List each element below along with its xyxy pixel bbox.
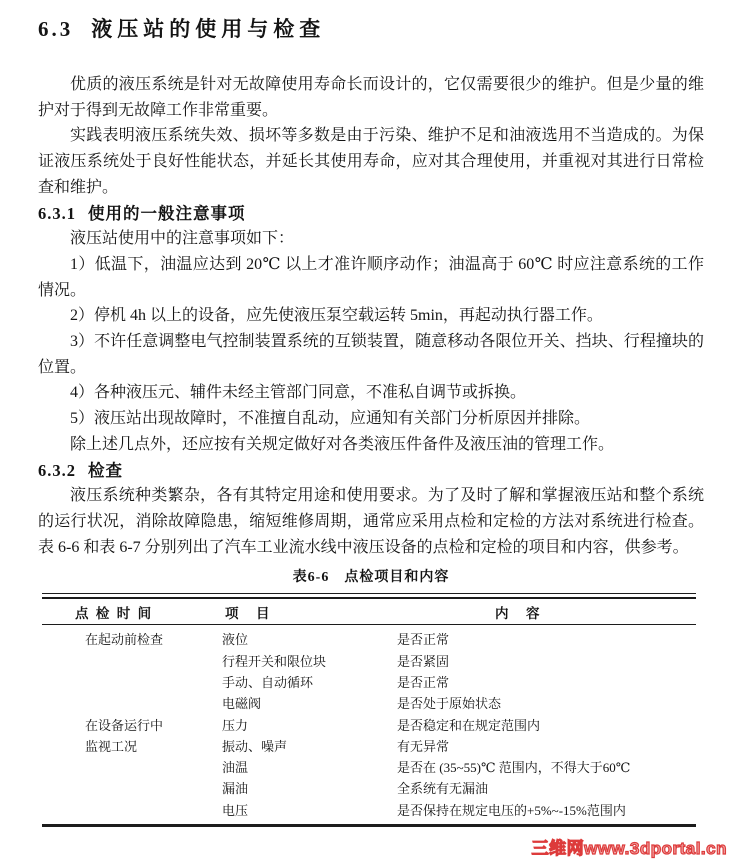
column-header-content: 内 容 xyxy=(495,605,542,621)
table-row xyxy=(42,736,696,757)
cell-item: 手动、自动循环 xyxy=(222,674,314,690)
cell-content: 是否处于原始状态 xyxy=(397,696,502,712)
section-631-item-3: 3）不许任意调整电气控制装置系统的互锁装置，随意移动各限位开关、挡块、行程撞块的位置。 xyxy=(38,333,704,376)
section-632-heading xyxy=(38,458,704,484)
cell-item: 压力 xyxy=(222,717,249,733)
section-631-item-5: 5）液压站出现故障时，不准擅自乱动，应通知有关部门分析原因并排除。 xyxy=(70,410,591,428)
cell-item: 漏油 xyxy=(222,781,249,797)
column-header-item: 项 目 xyxy=(225,605,272,621)
section-631-item-2: 2）停机 4h 以上的设备，应先使液压泵空载运转 5min，再起动执行器工作。 xyxy=(70,307,603,325)
table-caption: 表6-6 点检项目和内容 xyxy=(292,570,450,586)
table-body xyxy=(42,625,696,827)
cell-time xyxy=(42,778,222,799)
cell-item: 振动、噪声 xyxy=(222,738,288,754)
section-632-paragraph: 液压系统种类繁杂，各有其特定用途和使用要求。为了及时了解和掌握液压站和整个系统的运行状况，消除故障隐患，缩短维修周期，通常应采用点检和定检的方法对系统进行检查。表 6-6 和表 6-7 分别列出了汽车工业流水线中液压设备的点检和定检的项目和内容，供参考。 xyxy=(38,487,704,556)
table-row xyxy=(42,693,696,714)
inspection-table xyxy=(42,593,696,827)
table-row xyxy=(42,778,696,799)
table-row xyxy=(42,715,696,736)
cell-time xyxy=(42,693,222,714)
cell-item: 行程开关和限位块 xyxy=(222,653,327,669)
cell-content: 是否稳定和在规定范围内 xyxy=(397,717,541,733)
table-row xyxy=(42,629,696,650)
cell-time: 在设备运行中 xyxy=(85,717,164,733)
chapter-heading xyxy=(38,14,704,44)
cell-time xyxy=(42,757,222,778)
chapter-title: 液压站的使用与检查 xyxy=(91,17,326,41)
table-row xyxy=(42,651,696,672)
cell-content: 是否保持在规定电压的+5%~-15%范围内 xyxy=(397,802,626,818)
cell-content: 是否正常 xyxy=(397,632,450,648)
section-632-number: 6.3.2 xyxy=(38,460,76,480)
cell-content: 全系统有无漏油 xyxy=(397,781,489,797)
column-header-time: 点 检 时 间 xyxy=(75,605,154,621)
cell-content: 是否在 (35~55)℃ 范围内，不得大于60℃ xyxy=(397,760,631,776)
table-row xyxy=(42,757,696,778)
cell-content: 有无异常 xyxy=(397,738,450,754)
intro-paragraph-2: 实践表明液压系统失效、损坏等多数是由于污染、维护不足和油液选用不当造成的。为保证液压系统处于良好性能状态，并延长其使用寿命，应对其合理使用，并重视对其进行日常检查和维护。 xyxy=(38,127,704,196)
intro-paragraph-1: 优质的液压系统是针对无故障使用寿命长而设计的，它仅需要很少的维护。但是少量的维护对于得到无故障工作非常重要。 xyxy=(38,76,704,119)
section-631-closing: 除上述几点外，还应按有关规定做好对各类液压件备件及液压油的管理工作。 xyxy=(70,435,615,453)
cell-time: 在起动前检查 xyxy=(85,632,164,648)
section-631-item-4: 4）各种液压元、辅件未经主管部门同意，不准私自调节或拆换。 xyxy=(70,384,527,402)
section-632-title: 检查 xyxy=(88,460,123,480)
table-row xyxy=(42,800,696,821)
cell-content: 是否正常 xyxy=(397,674,450,690)
inspection-table-block xyxy=(38,568,704,827)
table-row xyxy=(42,672,696,693)
section-631-item-1: 1）低温下，油温应达到 20℃ 以上才准许顺序动作；油温高于 60℃ 时应注意系统的工作情况。 xyxy=(38,255,704,299)
cell-time xyxy=(42,672,222,693)
cell-item: 电压 xyxy=(222,802,249,818)
body-text xyxy=(38,72,704,560)
section-631-title: 使用的一般注意事项 xyxy=(88,203,246,223)
section-631-number: 6.3.1 xyxy=(38,203,76,223)
chapter-number: 6.3 xyxy=(38,17,74,41)
cell-time: 监视工况 xyxy=(85,738,138,754)
cell-item: 电磁阀 xyxy=(222,696,262,712)
site-watermark: 三维网www.3dportal.cn xyxy=(531,839,727,858)
section-631-heading xyxy=(38,201,704,227)
section-631-lead: 液压站使用中的注意事项如下： xyxy=(70,230,295,248)
cell-item: 液位 xyxy=(222,632,249,648)
cell-content: 是否紧固 xyxy=(397,653,450,669)
table-header-row xyxy=(42,599,696,625)
cell-item: 油温 xyxy=(222,760,249,776)
cell-time xyxy=(42,800,222,821)
cell-time xyxy=(42,651,222,672)
